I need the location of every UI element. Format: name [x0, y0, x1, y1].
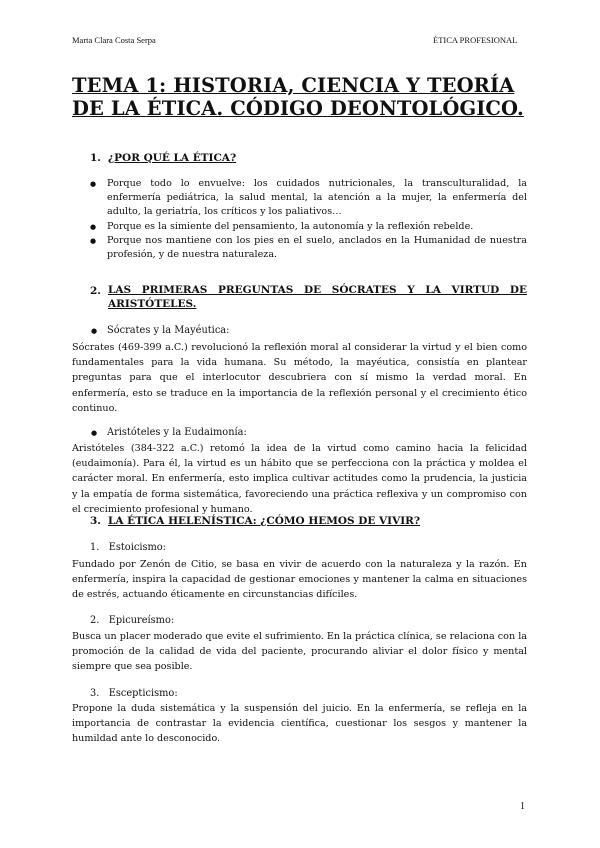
section-number-1: 1. — [90, 152, 101, 164]
section-number-2: 2. — [90, 285, 101, 297]
header-subject: ÉTICA PROFESIONAL — [433, 35, 518, 45]
paragraph-escepticismo: Propone la duda sistemática y la suspensión del juicio. En la enfermería, se refleja en la importancia de contrastar la evidencia científica, cuestionar los sesgos y mantener la humildad ante lo desconocido. — [72, 703, 527, 745]
subsection-label-epicureismo: 2. Epicureísmo: — [90, 615, 175, 626]
section-heading-2-line2: ARISTÓTELES. — [108, 298, 197, 310]
section-heading-3: LA ÉTICA HELENÍSTICA: ¿CÓMO HEMOS DE VIVIR? — [108, 515, 421, 527]
page-number: 1 — [520, 801, 525, 812]
bullet-icon: ● — [91, 429, 98, 437]
list-item: ● Porque todo lo envuelve: los cuidados nutricionales, la transculturalidad, la enfermería pediátrica, la salud mental, la atención a la mujer, la enfermería del adulto, la geriatría, los críticos y los paliativos… — [90, 177, 527, 220]
paragraph-aristoteles: Aristóteles (384-322 a.C.) retomó la idea de la virtud como camino hacia la felicidad (eudaimonía). Para él, la virtud es un hábito que se perfecciona con la práctica y moldea el carácter moral. En enfermería, esto implica cultivar actitudes como la prudencia, la justicia y la empatía de forma sistemática, favoreciendo una práctica reflexiva y un compromiso con el crecimiento profesional y humano. — [72, 443, 527, 515]
list-item: ● Porque nos mantiene con los pies en el suelo, anclados en la Humanidad de nuestra profesión, y de nuestra naturaleza. — [90, 234, 527, 262]
list-item: ● Porque es la simiente del pensamiento, la autonomía y la reflexión rebelde. — [90, 220, 527, 234]
section-1-bullet-list — [90, 177, 527, 262]
page-title: TEMA 1: HISTORIA, CIENCIA Y TEORÍA DE LA ÉTICA. CÓDIGO DEONTOLÓGICO. — [72, 74, 524, 120]
section-heading-1: ¿POR QUÉ LA ÉTICA? — [108, 152, 237, 164]
subsection-label-socrates: Sócrates y la Mayéutica: — [107, 325, 230, 336]
bullet-icon: ● — [91, 327, 98, 335]
paragraph-estoicismo: Fundado por Zenón de Citio, se basa en vivir de acuerdo con la naturaleza y la razón. En enfermería, inspira la capacidad de gestionar emociones y mantener la calma en situaciones de estrés, actuando éticamente en circunstancias difíciles. — [72, 559, 527, 601]
paragraph-epicureismo: Busca un placer moderado que evite el sufrimiento. En la práctica clínica, se relaciona con la promoción de la calidad de vida del paciente, procurando aliviar el dolor físico y mental siempre que sea posible. — [72, 631, 527, 673]
subsection-label-estoicismo: 1. Estoicismo: — [90, 542, 166, 553]
subsection-label-escepticismo: 3. Escepticismo: — [90, 688, 178, 699]
section-number-3: 3. — [90, 515, 101, 527]
subsection-label-aristoteles: Aristóteles y la Eudaimonía: — [107, 427, 247, 438]
header-author: Marta Clara Costa Serpa — [72, 35, 156, 45]
paragraph-socrates: Sócrates (469-399 a.C.) revolucionó la reflexión moral al considerar la virtud y el bien como fundamentales para la vida humana. Su método, la mayéutica, consistía en plantear preguntas para que el interlocutor descubriera con sí mismo la verdad moral. En enfermería, esto se traduce en la importancia de la reflexión personal y el crecimiento ético continuo. — [72, 342, 527, 414]
section-heading-2-line1: LAS PRIMERAS PREGUNTAS DE SÓCRATES Y LA VIRTUD DE — [108, 284, 527, 296]
